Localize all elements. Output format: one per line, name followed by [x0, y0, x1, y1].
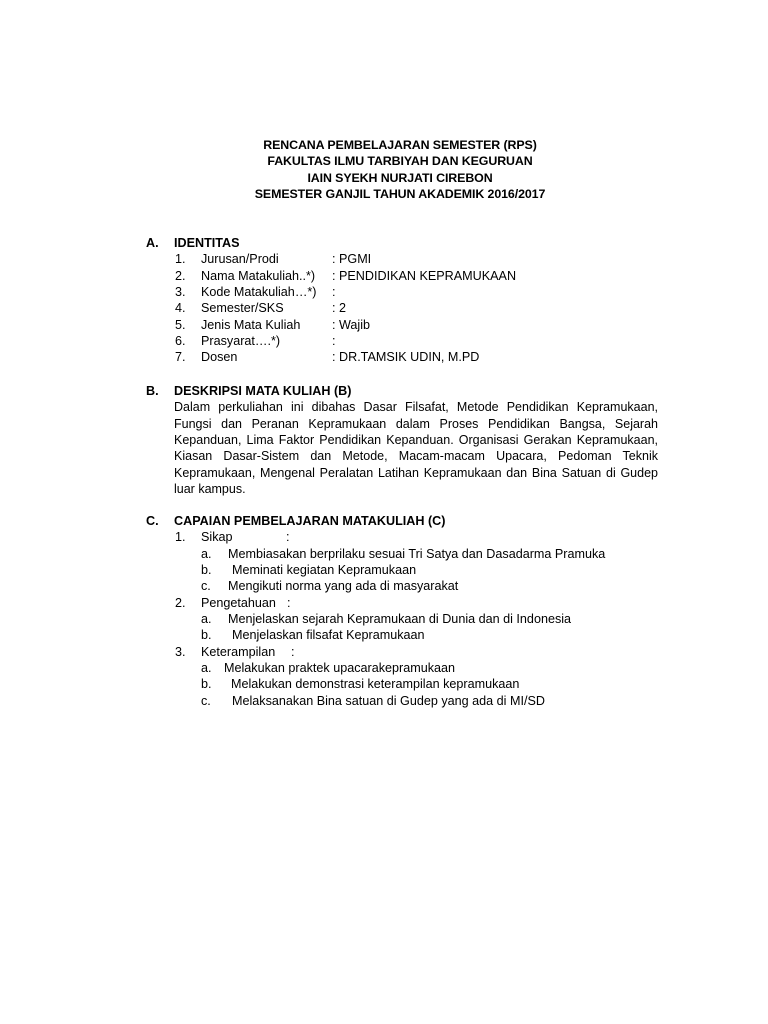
- item-letter: b.: [201, 628, 212, 643]
- item-text: Melaksanakan Bina satuan di Gudep yang ada di MI/SD: [232, 693, 545, 708]
- item-letter: c.: [201, 693, 211, 708]
- identity-row-jurusan: [146, 251, 666, 267]
- identity-row-jenis-mata-kuliah: [146, 317, 666, 333]
- item-text: Melakukan demonstrasi keterampilan kepramukaan: [231, 677, 520, 692]
- item-letter: a.: [201, 546, 212, 561]
- group-label: Keterampilan: [201, 644, 276, 659]
- description-paragraph: Dalam perkuliahan ini dibahas Dasar Filsafat, Metode Pendidikan Kepramukaan, Fungsi dan Peranan Kepramukaan dalam Proses Pendidikan Bangsa, Sejarah Kepanduan, Lima Faktor Pendidikan Kepanduan. Organisasi Gerakan Kepramukaan, Kiasan Dasar-Sistem dan Metode, Macam-macam Upacara, Pedoman Teknik Kepramukaan, Mengenal Peralatan Latihan Kepramukaan dan Bina Satuan di Gudep luar kampus.: [174, 400, 658, 496]
- section-identitas: [146, 235, 666, 366]
- item-label: Nama Matakuliah..*): [201, 268, 316, 283]
- item-value: : 2: [332, 301, 347, 316]
- item-label: Semester/SKS: [201, 301, 284, 316]
- section-heading: [146, 383, 666, 399]
- item-letter: a.: [201, 661, 212, 676]
- item-value: :: [332, 285, 336, 300]
- title-line-semester: SEMESTER GANJIL TAHUN AKADEMIK 2016/2017: [254, 187, 546, 202]
- group-colon: :: [287, 595, 291, 610]
- item-letter: b.: [201, 677, 212, 692]
- item-letter: b.: [201, 563, 212, 578]
- group-number: 1.: [175, 530, 186, 545]
- group-label: Sikap: [201, 530, 233, 545]
- outcome-item: [146, 546, 666, 562]
- item-text: Melakukan praktek upacarakepramukaan: [224, 661, 456, 676]
- title-line-rps: RENCANA PEMBELAJARAN SEMESTER (RPS): [263, 138, 537, 152]
- item-text: Mengikuti norma yang ada di masyarakat: [228, 579, 459, 594]
- item-label: Jurusan/Prodi: [201, 252, 279, 267]
- item-number: 1.: [175, 252, 186, 267]
- item-label: Prasyarat….*): [201, 334, 281, 349]
- outcome-item: [146, 676, 666, 692]
- item-text: Membiasakan berprilaku sesuai Tri Satya dan Dasadarma Pramuka: [228, 546, 606, 561]
- item-number: 2.: [175, 268, 186, 283]
- item-number: 4.: [175, 301, 186, 316]
- item-text: Menjelaskan sejarah Kepramukaan di Dunia dan di Indonesia: [228, 612, 572, 627]
- item-number: 3.: [175, 285, 186, 300]
- item-label: Kode Matakuliah…*): [201, 285, 317, 300]
- section-letter: A.: [146, 236, 159, 250]
- item-number: 6.: [175, 334, 186, 349]
- identity-row-prasyarat: [146, 333, 666, 349]
- group-label: Pengetahuan: [201, 595, 276, 610]
- section-letter: B.: [146, 384, 159, 398]
- section-letter: C.: [146, 514, 159, 528]
- section-title: DESKRIPSI MATA KULIAH (B): [174, 384, 352, 398]
- outcome-group-pengetahuan: [146, 595, 666, 611]
- item-value: : DR.TAMSIK UDIN, M.PD: [332, 350, 480, 365]
- item-value: : PENDIDIKAN KEPRAMUKAAN: [332, 268, 517, 283]
- outcome-item: [146, 578, 666, 594]
- item-value: : PGMI: [332, 252, 372, 267]
- outcome-item: [146, 562, 666, 578]
- section-heading: [146, 513, 666, 529]
- title-line-institution: IAIN SYEKH NURJATI CIREBON: [307, 170, 493, 185]
- identity-row-semester-sks: [146, 300, 666, 316]
- item-value: :: [332, 334, 336, 349]
- section-deskripsi: [146, 383, 666, 497]
- section-title: CAPAIAN PEMBELAJARAN MATAKULIAH (C): [174, 514, 446, 528]
- outcome-item: [146, 611, 666, 627]
- item-text: Menjelaskan filsafat Kepramukaan: [232, 628, 425, 643]
- identity-row-dosen: [146, 349, 666, 365]
- outcome-item: [146, 660, 666, 676]
- section-heading: [146, 235, 666, 251]
- group-colon: :: [286, 530, 290, 545]
- item-label: Dosen: [201, 350, 238, 365]
- outcome-item: [146, 627, 666, 643]
- identity-row-nama-matakuliah: [146, 268, 666, 284]
- item-letter: a.: [201, 612, 212, 627]
- title-line-faculty: FAKULTAS ILMU TARBIYAH DAN KEGURUAN: [267, 154, 533, 169]
- group-colon: :: [291, 644, 295, 659]
- item-letter: c.: [201, 579, 211, 594]
- section-title: IDENTITAS: [174, 236, 240, 250]
- outcome-group-keterampilan: [146, 644, 666, 660]
- item-value: : Wajib: [332, 317, 371, 332]
- group-number: 2.: [175, 595, 186, 610]
- section-capaian: [146, 513, 666, 709]
- document-title: [0, 137, 768, 203]
- group-number: 3.: [175, 644, 186, 659]
- outcome-group-sikap: [146, 529, 666, 545]
- item-text: Meminati kegiatan Kepramukaan: [232, 563, 417, 578]
- item-label: Jenis Mata Kuliah: [201, 317, 301, 332]
- identity-row-kode-matakuliah: [146, 284, 666, 300]
- item-number: 7.: [175, 350, 186, 365]
- item-number: 5.: [175, 317, 186, 332]
- outcome-item: [146, 693, 666, 709]
